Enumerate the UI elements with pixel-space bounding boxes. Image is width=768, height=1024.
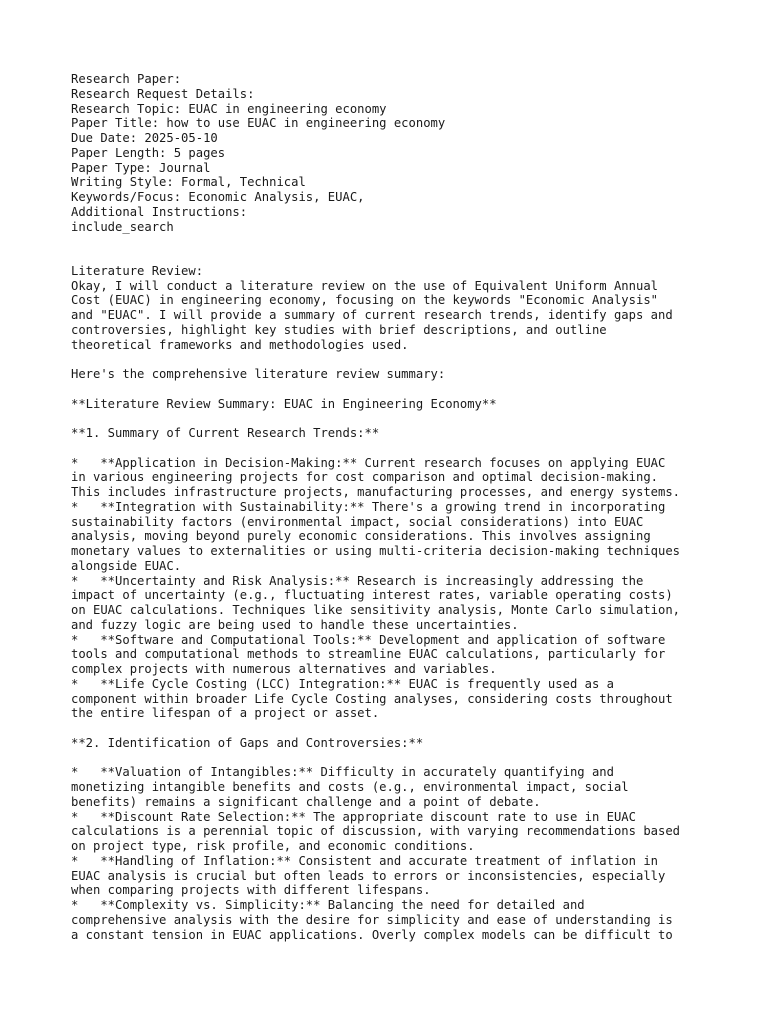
- text-line: Paper Type: Journal: [71, 160, 211, 175]
- text-line: and fuzzy logic are being used to handle these uncertainties.: [71, 617, 519, 632]
- text-line: controversies, highlight key studies with brief descriptions, and outline: [71, 322, 607, 337]
- text-line: component within broader Life Cycle Costing analyses, considering costs throughout: [71, 691, 673, 706]
- text-line: alongside EUAC.: [71, 558, 182, 573]
- text-line: EUAC analysis is crucial but often leads to errors or inconsistencies, especially: [71, 868, 666, 883]
- text-line: on EUAC calculations. Techniques like sensitivity analysis, Monte Carlo simulation,: [71, 603, 681, 617]
- text-line: Literature Review:: [71, 263, 204, 278]
- text-line: [71, 751, 711, 766]
- text-line: [71, 352, 711, 367]
- text-line: Research Request Details:: [71, 86, 255, 101]
- text-line: [71, 234, 711, 249]
- text-line: [71, 411, 711, 426]
- text-line: benefits) remains a significant challenge and a point of debate.: [71, 794, 541, 809]
- text-line: monetary values to externalities or using multi-criteria decision-making techniques: [71, 544, 681, 558]
- text-line: and "EUAC". I will provide a summary of current research trends, identify gaps and: [71, 308, 673, 322]
- text-line: sustainability factors (environmental impact, social considerations) into EUAC: [71, 514, 644, 529]
- text-line: Due Date: 2025-05-10: [71, 131, 218, 145]
- text-line: * **Integration with Sustainability:** There's a growing trend in incorporating: [71, 499, 666, 514]
- text-line: * **Life Cycle Costing (LCC) Integration:** EUAC is frequently used as a: [71, 676, 614, 691]
- document-body: [71, 72, 711, 942]
- text-line: [71, 441, 711, 456]
- text-line: * **Software and Computational Tools:** Development and application of software: [71, 632, 666, 647]
- text-line: Paper Length: 5 pages: [71, 145, 226, 160]
- text-line: monetizing intangible benefits and costs (e.g., environmental impact, social: [71, 780, 629, 794]
- text-line: * **Handling of Inflation:** Consistent and accurate treatment of inflation in: [71, 853, 658, 868]
- text-line: * **Complexity vs. Simplicity:** Balancing the need for detailed and: [71, 898, 585, 912]
- text-line: * **Uncertainty and Risk Analysis:** Research is increasingly addressing the: [71, 573, 644, 588]
- text-line: tools and computational methods to streamline EUAC calculations, particularly for: [71, 647, 666, 662]
- text-line: [71, 249, 711, 264]
- text-line: the entire lifespan of a project or asset.: [71, 706, 380, 721]
- text-line: Paper Title: how to use EUAC in engineering economy: [71, 116, 446, 131]
- text-line: Keywords/Focus: Economic Analysis, EUAC,: [71, 190, 365, 204]
- text-line: **2. Identification of Gaps and Controversies:**: [71, 735, 424, 750]
- text-line: * **Discount Rate Selection:** The appropriate discount rate to use in EUAC: [71, 809, 636, 824]
- text-line: theoretical frameworks and methodologies used.: [71, 337, 409, 352]
- text-line: impact of uncertainty (e.g., fluctuating interest rates, variable operating costs): [71, 588, 673, 603]
- text-line: Cost (EUAC) in engineering economy, focusing on the keywords "Economic Analysis": [71, 293, 658, 308]
- text-line: * **Valuation of Intangibles:** Difficulty in accurately quantifying and: [71, 765, 614, 780]
- text-line: on project type, risk profile, and economic conditions.: [71, 839, 475, 853]
- text-line: in various engineering projects for cost comparison and optimal decision-making.: [71, 470, 658, 485]
- text-line: calculations is a perennial topic of discussion, with varying recommendations based: [71, 824, 681, 839]
- text-line: Here's the comprehensive literature review summary:: [71, 367, 446, 381]
- text-line: **Literature Review Summary: EUAC in Engineering Economy**: [71, 396, 497, 411]
- text-line: include_search: [71, 219, 174, 234]
- text-line: [71, 382, 711, 397]
- text-line: Writing Style: Formal, Technical: [71, 175, 306, 190]
- text-line: Research Topic: EUAC in engineering economy: [71, 101, 387, 116]
- text-line: This includes infrastructure projects, manufacturing processes, and energy systems.: [71, 485, 681, 499]
- text-line: * **Application in Decision-Making:** Current research focuses on applying EUAC: [71, 455, 666, 470]
- text-line: Additional Instructions:: [71, 204, 248, 219]
- text-line: comprehensive analysis with the desire for simplicity and ease of understanding is: [71, 912, 673, 927]
- text-line: [71, 721, 711, 736]
- text-line: when comparing projects with different lifespans.: [71, 883, 431, 898]
- text-line: a constant tension in EUAC applications. Overly complex models can be difficult to: [71, 927, 673, 942]
- text-line: Research Paper:: [71, 72, 182, 86]
- text-line: analysis, moving beyond purely economic considerations. This involves assigning: [71, 529, 651, 544]
- text-line: **1. Summary of Current Research Trends:**: [71, 426, 380, 440]
- text-line: Okay, I will conduct a literature review on the use of Equivalent Uniform Annual: [71, 278, 658, 293]
- text-line: complex projects with numerous alternatives and variables.: [71, 662, 497, 676]
